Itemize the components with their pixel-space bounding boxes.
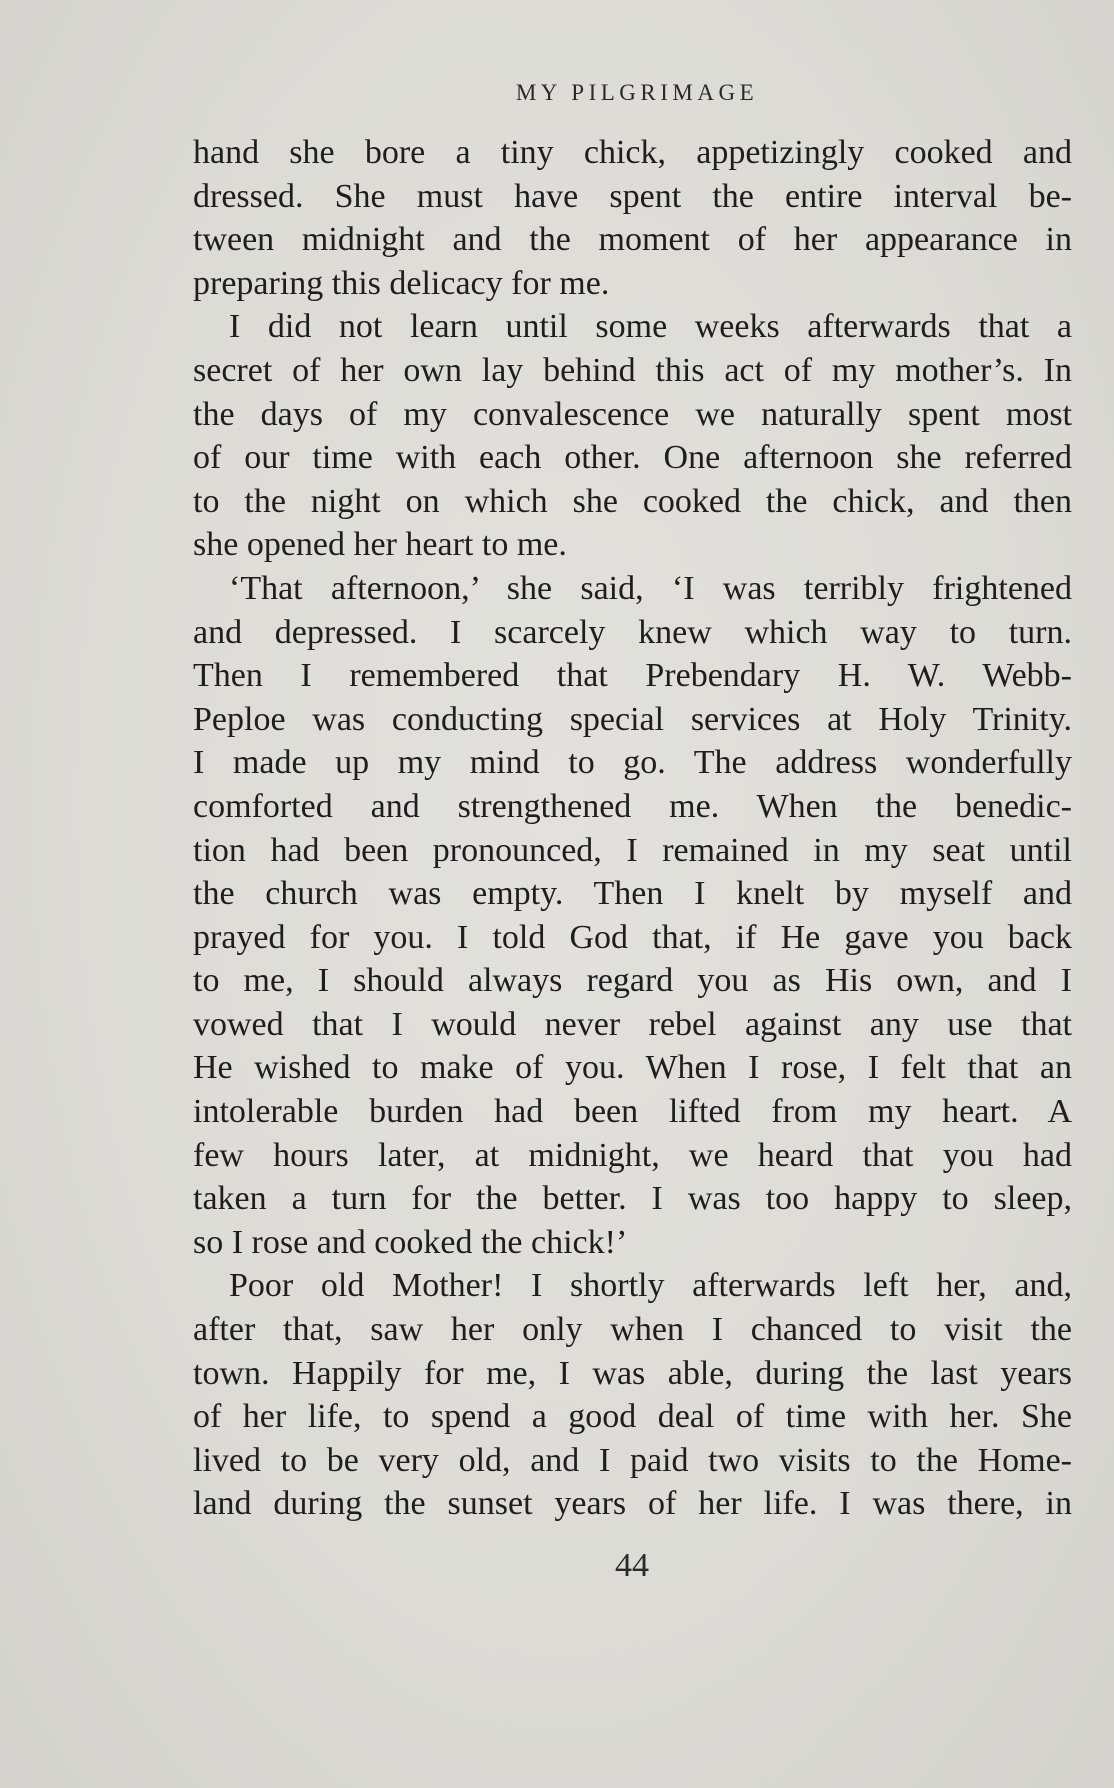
text-line: Then I remembered that Prebendary H. W. Webb- [193,657,1072,695]
text-line: the church was empty. Then I knelt by myself and [193,875,1072,913]
body-text [193,131,1072,1526]
text-line: hand she bore a tiny chick, appetizingly cooked and [193,134,1072,171]
text-line: of our time with each other. One afternoon she referred [193,439,1072,477]
text-line: she opened her heart to me. [193,526,567,564]
page-number: 44 [615,1547,649,1584]
running-head: MY PILGRIMAGE [515,80,759,105]
text-line: the days of my convalescence we naturally spent most [193,395,1072,433]
text-line: and depressed. I scarcely knew which way to turn. [193,613,1072,651]
text-line: so I rose and cooked the chick!’ [193,1223,628,1261]
text-line: He wished to make of you. When I rose, I felt that an [193,1049,1072,1087]
text-line: of her life, to spend a good deal of time with her. She [193,1398,1072,1436]
text-line: few hours later, at midnight, we heard that you had [193,1136,1072,1174]
text-line: to the night on which she cooked the chick, and then [193,482,1072,520]
text-line: dressed. She must have spent the entire interval be- [193,177,1072,215]
text-line: ‘That afternoon,’ she said, ‘I was terribly frightened [229,569,1072,607]
text-line: land during the sunset years of her life. I was there, in [193,1485,1072,1523]
text-line: tion had been pronounced, I remained in my seat until [193,831,1072,869]
text-line: taken a turn for the better. I was too happy to sleep, [193,1180,1072,1218]
text-line: prayed for you. I told God that, if He gave you back [193,918,1072,956]
text-line: I made up my mind to go. The address wonderfully [193,744,1072,782]
text-line: comforted and strengthened me. When the benedic- [193,787,1072,825]
text-line: to me, I should always regard you as His own, and I [193,962,1072,1000]
text-line: vowed that I would never rebel against any use that [193,1005,1072,1043]
text-line: after that, saw her only when I chanced to visit the [193,1311,1072,1349]
text-line: Poor old Mother! I shortly afterwards left her, and, [229,1267,1072,1305]
text-line: town. Happily for me, I was able, during the last years [193,1354,1072,1392]
text-line: intolerable burden had been lifted from my heart. A [193,1093,1072,1131]
text-line: tween midnight and the moment of her appearance in [193,221,1072,259]
text-line: preparing this delicacy for me. [193,264,610,302]
text-line: secret of her own lay behind this act of my mother’s. In [193,351,1072,389]
text-line: Peploe was conducting special services at Holy Trinity. [193,700,1072,738]
text-line: lived to be very old, and I paid two visits to the Home- [193,1441,1072,1479]
text-line: I did not learn until some weeks afterwards that a [229,308,1072,346]
